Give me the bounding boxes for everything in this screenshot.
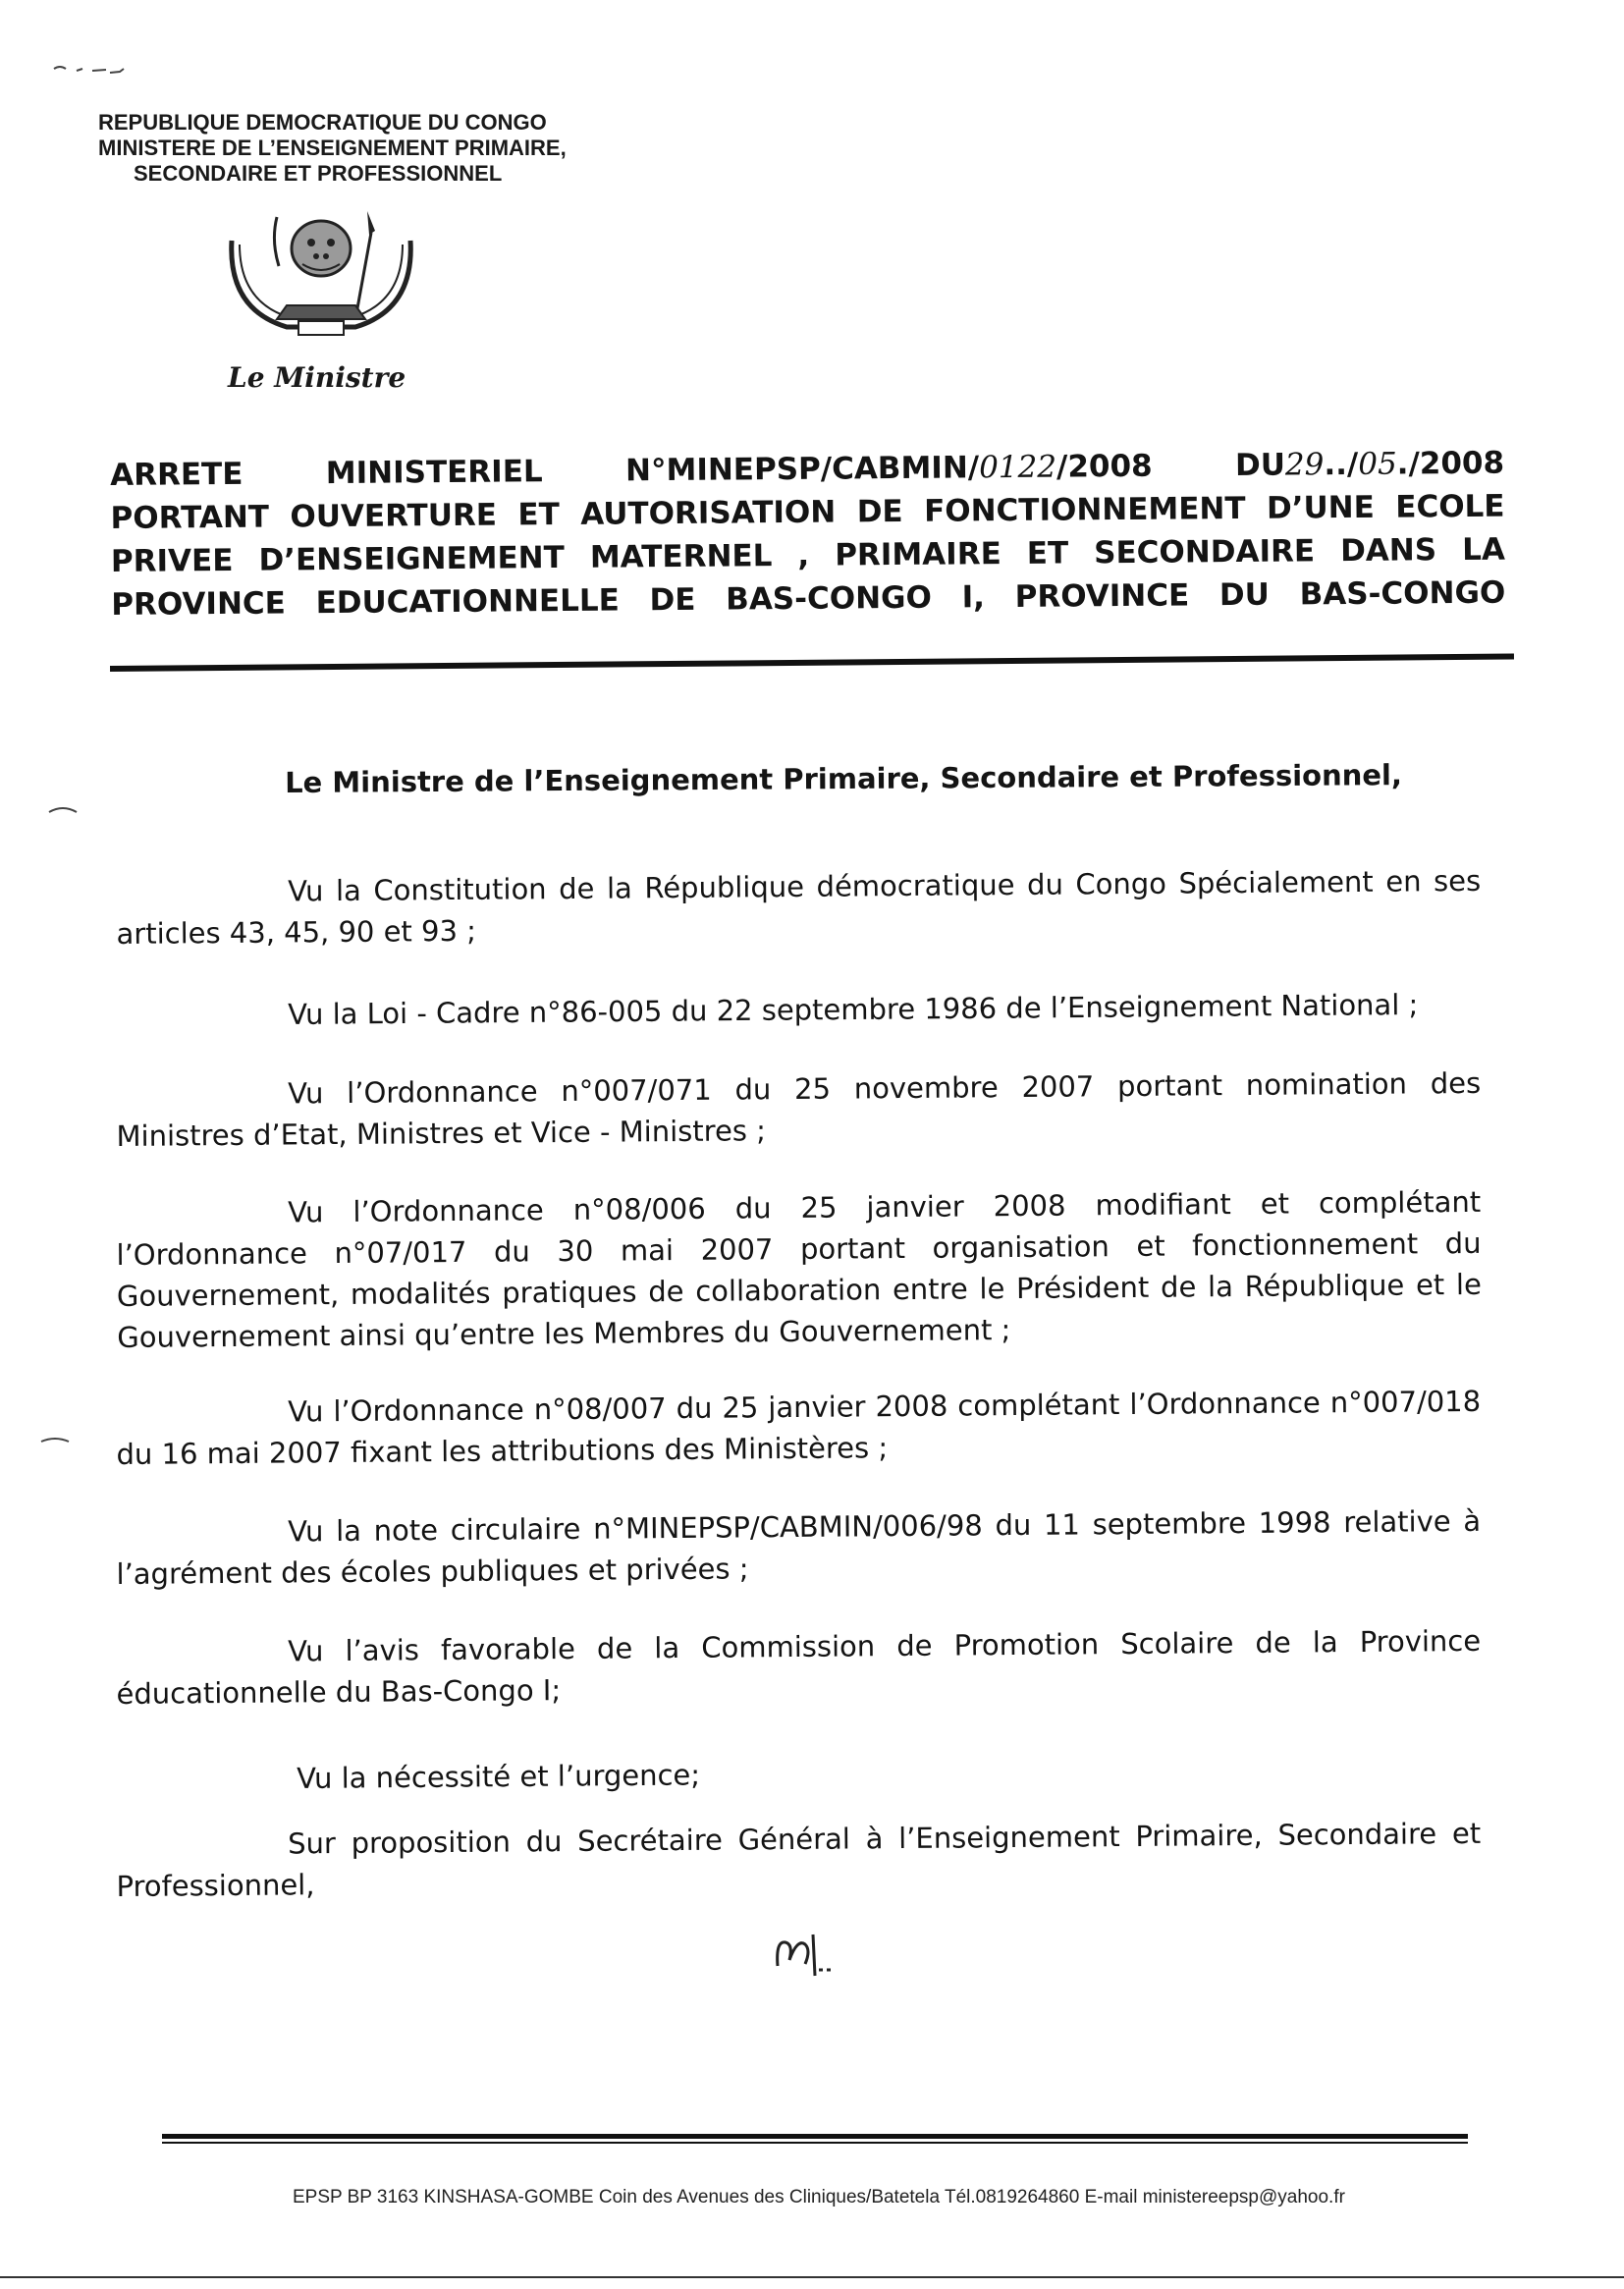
- title-word-ministeriel: MINISTERIEL: [325, 454, 543, 492]
- decree-date: DU29../05./2008: [1234, 445, 1505, 483]
- paragraph-ordonnance-007-071: Vu l’Ordonnance n°007/071 du 25 novembre 2007 portant nomination des Ministres d’Etat, Ministres et Vice - Ministres ;: [116, 1065, 1482, 1153]
- title-underline: [110, 654, 1514, 672]
- footer-rule: [162, 2134, 1468, 2139]
- letterhead-ministry-cont: SECONDAIRE ET PROFESSIONNEL: [134, 161, 503, 186]
- handwritten-day: 29: [1284, 447, 1325, 483]
- coat-of-arms-emblem: [218, 211, 424, 349]
- letterhead: [98, 110, 567, 187]
- decree-reference: N°MINEPSP/CABMIN/0122/2008: [624, 448, 1153, 489]
- title-line-3: PRIVEE D’ENSEIGNEMENT MATERNEL , PRIMAIRE ET SECONDAIRE DANS LA: [110, 531, 1506, 579]
- paragraph-necessite: Vu la nécessité et l’urgence;: [297, 1758, 701, 1795]
- margin-tick-mark: [39, 1436, 71, 1445]
- handwritten-initials: [772, 1931, 840, 1980]
- page-bottom-edge: [0, 2276, 1624, 2278]
- handwritten-number: 0122: [978, 449, 1057, 486]
- footer-contact: EPSP BP 3163 KINSHASA-GOMBE Coin des Avenues des Cliniques/Batetela Tél.0819264860 E-mail ministereepsp@yahoo.fr: [293, 2187, 1345, 2207]
- paragraph-loi-cadre: Vu la Loi - Cadre n°86-005 du 22 septembre 1986 de l’Enseignement National ;: [288, 987, 1419, 1031]
- paragraph-note-circulaire: Vu la note circulaire n°MINEPSP/CABMIN/006/98 du 11 septembre 1998 relative à l’agrément des écoles publiques et privées ;: [116, 1503, 1482, 1591]
- paragraph-proposition: Sur proposition du Secrétaire Général à l’Enseignement Primaire, Secondaire et Professionnel,: [116, 1816, 1482, 1903]
- title-line-2: PORTANT OUVERTURE ET AUTORISATION DE FONCTIONNEMENT D’UNE ECOLE: [110, 488, 1505, 536]
- title-line-4: PROVINCE EDUCATIONNELLE DE BAS-CONGO I, PROVINCE DU BAS-CONGO: [111, 574, 1506, 623]
- margin-tick-mark: [47, 805, 79, 815]
- paragraph-ordonnance-08-006: Vu l’Ordonnance n°08/006 du 25 janvier 2008 modifiant et complétant l’Ordonnance n°07/017 du 30 mai 2007 portant organisation et fonctionnement du Gouvernement, modalités pratiques de collaboration entre le Président de la République et le Gouvernement ainsi qu’entre les Membres du Gouvernement ;: [116, 1184, 1483, 1354]
- scan-artifact-mark: [49, 61, 167, 81]
- footer-rule-thin: [162, 2142, 1468, 2144]
- handwritten-month: 05: [1358, 446, 1397, 482]
- title-word-arrete: ARRETE: [110, 456, 244, 493]
- decree-title: [110, 442, 1505, 627]
- paragraph-constitution: Vu la Constitution de la République démocratique du Congo Spécialement en ses articles 43, 45, 90 et 93 ;: [116, 863, 1482, 951]
- minister-heading: Le Ministre de l’Enseignement Primaire, Secondaire et Professionnel,: [285, 758, 1403, 799]
- letterhead-ministry: MINISTERE DE L’ENSEIGNEMENT PRIMAIRE,: [98, 136, 567, 160]
- signatory-title: Le Ministre: [228, 361, 406, 394]
- paragraph-ordonnance-08-007: Vu l’Ordonnance n°08/007 du 25 janvier 2008 complétant l’Ordonnance n°007/018 du 16 mai 2007 fixant les attributions des Ministères ;: [116, 1384, 1482, 1471]
- paragraph-avis-favorable: Vu l’avis favorable de la Commission de Promotion Scolaire de la Province éducationnelle du Bas-Congo I;: [116, 1623, 1482, 1711]
- letterhead-country: REPUBLIQUE DEMOCRATIQUE DU CONGO: [98, 110, 547, 135]
